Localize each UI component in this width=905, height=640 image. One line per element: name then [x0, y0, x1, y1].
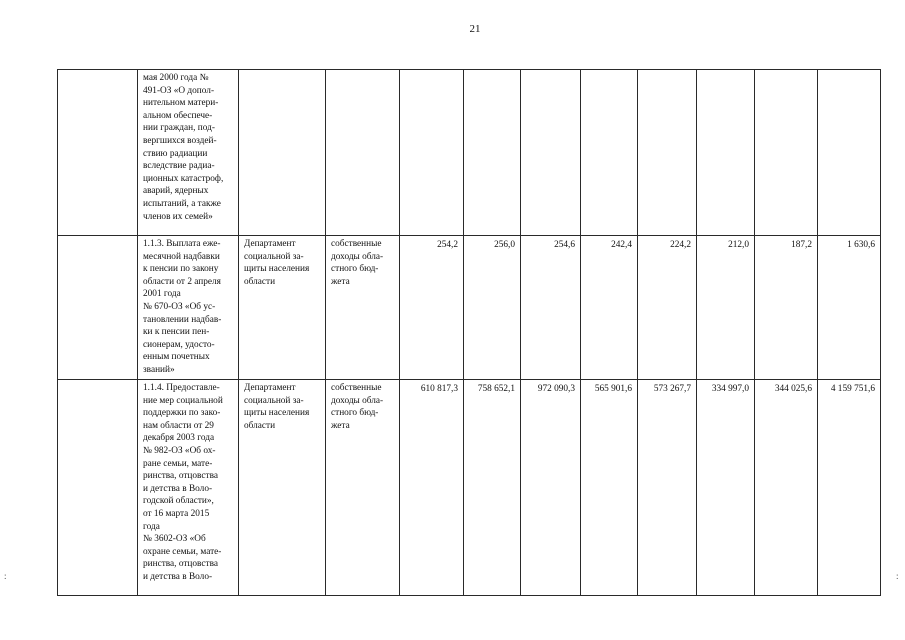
- funding-source-cell-line: собственные: [331, 239, 382, 249]
- measure-name-cell-line: вследствие радиа-: [143, 161, 215, 172]
- funding-source-cell-line: доходы обла-: [331, 251, 384, 262]
- measure-name-cell-line: года: [143, 521, 160, 532]
- year-value-cell: [581, 70, 638, 236]
- value-text: 4 159 751,6: [830, 384, 875, 394]
- executor-cell-line: области: [244, 420, 276, 431]
- page-number: 21: [469, 23, 481, 35]
- measure-name-cell-line: области от 2 апреля: [143, 276, 221, 287]
- measure-name-cell-line: испытаний, а также: [143, 198, 221, 209]
- value-text: 610 817,3: [420, 384, 458, 394]
- measure-name-cell-line: сионерам, удосто-: [143, 339, 215, 350]
- measure-name-cell-line: № 3602-ОЗ «Об: [143, 534, 206, 545]
- measure-name-cell-line: мая 2000 года №: [143, 73, 209, 83]
- value-text: 254,2: [437, 240, 458, 250]
- left-margin-mark: :: [4, 571, 7, 581]
- measure-name-cell-line: вергшихся воздей-: [143, 135, 217, 146]
- year-value-cell: [521, 380, 581, 596]
- value-text: [464, 70, 520, 73]
- funding-source-cell: [326, 380, 400, 596]
- executor-cell-line: Департамент: [244, 383, 296, 393]
- measure-name-cell-line: 1.1.4. Предоставле-: [143, 383, 220, 393]
- measure-name-cell-line: аварий, ядерных: [143, 186, 209, 197]
- measure-name-cell-line: от 16 марта 2015: [143, 508, 210, 519]
- executor-cell-line: щиты населения: [244, 264, 310, 275]
- value-text: 224,2: [670, 240, 691, 250]
- funding-source-cell: [326, 236, 400, 380]
- measure-name-cell-line: ринства, отцовства: [143, 559, 218, 570]
- measure-name-cell-line: нам области от 29: [143, 420, 214, 431]
- executor-cell-line: щиты населения: [244, 408, 310, 419]
- year-value-cell: [697, 70, 755, 236]
- measure-name-cell-line: ствию радиации: [143, 148, 208, 159]
- value-text: 334 997,0: [711, 384, 749, 394]
- measure-name-cell-line: поддержки по зако-: [143, 408, 221, 419]
- funding-source-cell-line: доходы обла-: [331, 395, 384, 406]
- table-row: [58, 380, 881, 596]
- year-value-cell: [581, 380, 638, 596]
- year-value-cell: [755, 236, 818, 380]
- measure-name-cell-line: и детства в Воло-: [143, 571, 213, 582]
- value-text: [697, 70, 754, 73]
- value-text: [400, 70, 463, 73]
- value-text: 212,0: [728, 240, 749, 250]
- measure-name-cell-line: декабря 2003 года: [143, 433, 215, 444]
- row-number-cell: [58, 70, 138, 236]
- value-text: 187,2: [791, 240, 812, 250]
- year-value-cell: [697, 236, 755, 380]
- value-text: [638, 70, 696, 73]
- year-value-cell: [638, 236, 697, 380]
- year-value-cell: [400, 236, 464, 380]
- executor-cell-line: социальной за-: [244, 251, 304, 262]
- funding-source-cell: [326, 70, 400, 236]
- funding-source-cell-line: жета: [331, 276, 350, 287]
- measure-name-cell-line: альном обеспече-: [143, 110, 213, 121]
- measure-name-cell: [138, 380, 239, 596]
- value-text: 758 652,1: [477, 384, 515, 394]
- value-text: 242,4: [611, 240, 632, 250]
- executor-cell-line: области: [244, 276, 276, 287]
- year-value-cell: [400, 70, 464, 236]
- table-row: [58, 70, 881, 236]
- value-text: [581, 70, 637, 73]
- value-text: 256,0: [494, 240, 515, 250]
- row-number-cell: [58, 380, 138, 596]
- measure-name-cell-line: охране семьи, мате-: [143, 546, 222, 557]
- year-value-cell: [400, 380, 464, 596]
- funding-source-cell-line: стного бюд-: [331, 264, 379, 275]
- measure-name-cell-line: 1.1.3. Выплата еже-: [143, 239, 221, 249]
- measure-name-cell-line: ние мер социальной: [143, 395, 223, 406]
- budget-table: [57, 69, 881, 596]
- year-value-cell: [581, 236, 638, 380]
- table-row: [58, 236, 881, 380]
- measure-name-cell-line: енным почетных: [143, 352, 210, 363]
- measure-name-cell-line: званий»: [143, 364, 175, 375]
- measure-name-cell-line: годской области»,: [143, 496, 214, 507]
- measure-name-cell-line: ки к пенсии пен-: [143, 327, 210, 338]
- measure-name-cell-line: ринства, отцовства: [143, 471, 218, 482]
- year-value-cell: [464, 70, 521, 236]
- value-text: 972 090,3: [537, 384, 575, 394]
- measure-name-cell-line: ционных катастроф,: [143, 173, 224, 184]
- row-number-cell: [58, 236, 138, 380]
- right-margin-mark: :: [896, 571, 899, 581]
- year-value-cell: [521, 70, 581, 236]
- funding-source-cell-line: жета: [331, 420, 350, 431]
- measure-name-cell-line: к пенсии по закону: [143, 264, 219, 275]
- value-text: 565 901,6: [594, 384, 632, 394]
- measure-name-cell-line: № 982-ОЗ «Об ох-: [143, 445, 216, 456]
- measure-name-cell-line: тановлении надбав-: [143, 314, 222, 325]
- value-text: 573 267,7: [653, 384, 691, 394]
- total-value-cell: [818, 70, 881, 236]
- funding-source-cell-line: собственные: [331, 383, 382, 393]
- executor-cell-line: социальной за-: [244, 395, 304, 406]
- value-text: [818, 70, 880, 73]
- year-value-cell: [697, 380, 755, 596]
- executor-cell-line: Департамент: [244, 239, 296, 249]
- total-value-cell: [818, 236, 881, 380]
- year-value-cell: [638, 380, 697, 596]
- measure-name-cell-line: нии граждан, под-: [143, 123, 215, 134]
- measure-name-cell: [138, 236, 239, 380]
- measure-name-cell-line: ране семьи, мате-: [143, 458, 213, 469]
- year-value-cell: [464, 236, 521, 380]
- total-value-cell: [818, 380, 881, 596]
- year-value-cell: [755, 380, 818, 596]
- measure-name-cell-line: нительном матери-: [143, 98, 219, 109]
- year-value-cell: [638, 70, 697, 236]
- year-value-cell: [755, 70, 818, 236]
- executor-cell: [239, 70, 326, 236]
- measure-name-cell-line: 491-ОЗ «О допол-: [143, 85, 215, 96]
- year-value-cell: [464, 380, 521, 596]
- value-text: 1 630,6: [847, 240, 875, 250]
- table-body: [58, 70, 881, 596]
- measure-name-cell: [138, 70, 239, 236]
- value-text: 254,6: [554, 240, 575, 250]
- measure-name-cell-line: месячной надбавки: [143, 251, 220, 262]
- value-text: 344 025,6: [774, 384, 812, 394]
- measure-name-cell-line: № 670-ОЗ «Об ус-: [143, 301, 216, 312]
- executor-cell: [239, 380, 326, 596]
- funding-source-cell-line: стного бюд-: [331, 408, 379, 419]
- value-text: [521, 70, 580, 73]
- measure-name-cell-line: и детства в Воло-: [143, 483, 213, 494]
- executor-cell: [239, 236, 326, 380]
- year-value-cell: [521, 236, 581, 380]
- measure-name-cell-line: членов их семей»: [143, 211, 213, 222]
- measure-name-cell-line: 2001 года: [143, 289, 181, 300]
- value-text: [755, 70, 817, 73]
